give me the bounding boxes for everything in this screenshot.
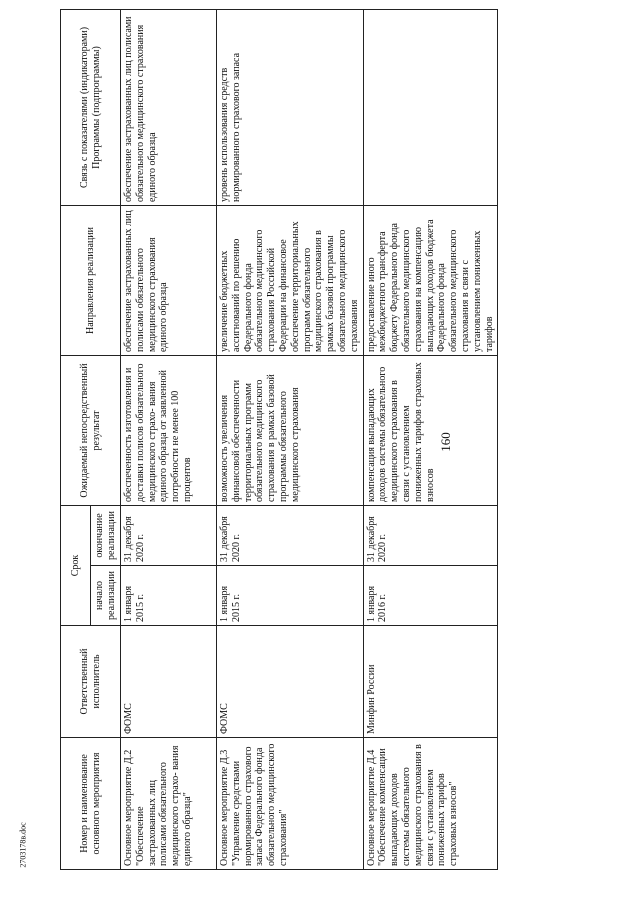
measures-table [60,9,498,870]
cell-name: Основное мероприятие Д.4 "Обеспечение компенсации выпадающих доходов системы обязательного медицинского страхования в связи с установлением пониженных тарифов страховых взносов" [363,738,498,870]
cell-link [363,10,498,206]
cell-end: 31 декабря 2020 г. [217,506,364,566]
cell-executor: Минфин России [363,626,498,738]
cell-result: возможность увеличения финансовой обеспеченности территориальных программ обязательного медицинского страхования в рамках базовой программы обязательного медицинского страхования [217,356,364,506]
header-result: Ожидаемый непосредственный результат [61,356,121,506]
cell-result: компенсация выпадающих доходов системы обязательного медицинского страхования в связи с установлением пониженных тарифов страховых взносов [363,356,498,506]
cell-executor: ФОМС [121,626,217,738]
table-row [217,10,364,870]
cell-start: 1 января 2015 г. [217,566,364,626]
cell-name: Основное мероприятие Д.2 "Обеспечение застрахованных лиц полисами обязательного медицинского страхо- вания единого образца" [121,738,217,870]
cell-directions: обеспечение застрахованных лиц полисами обязательного медицинского страхования единого образца [121,206,217,356]
header-num-name: Номер и наименование основного мероприятия [61,738,121,870]
cell-result: обеспеченность изготовления и доставки полисов обязательного медицинского страхо- вания единого образца от заявленной потребности не менее 100 процентов [121,356,217,506]
cell-start: 1 января 2015 г. [121,566,217,626]
cell-name: Основное мероприятие Д.3 "Управление средствами нормированного страхового запаса Федерального фонда обязательного медицинского страхования" [217,738,364,870]
cell-link: уровень использования средств нормированного страхового запаса [217,10,364,206]
cell-end: 31 декабря 2020 г. [121,506,217,566]
header-end: окончание реализации [91,506,121,566]
header-directions: Направления реализации [61,206,121,356]
header-link: Связь с показателями (индикаторами) Программы (подпрограммы) [61,10,121,206]
document-code: 2703178в.doc [18,822,28,868]
table-row [121,10,217,870]
cell-directions: увеличение бюджетных ассигнований по решению Федерального фонда обязательного медицинского страхования Российской Федерации на финансовое обеспечение территориальных программ обязательного медицинского страхования в рамках базовой программы обязательного медицинского страхования [217,206,364,356]
header-term: Срок [61,506,91,626]
cell-start: 1 января 2016 г. [363,566,498,626]
cell-directions: предоставление иного межбюджетного трансферта бюджету Федерального фонда обязательного медицинского страхования на компенсацию выпадающих доходов бюджета Федерального фонда обязательного медицинского страхования в связи с установлением пониженных тарифов [363,206,498,356]
page-number: 160 [438,432,453,452]
cell-end: 31 декабря 2020 г. [363,506,498,566]
cell-executor: ФОМС [217,626,364,738]
header-executor: Ответственный исполнитель [61,626,121,738]
table-row [363,10,498,870]
cell-link: обеспечение застрахованных лиц полисами обязательного медицинского страхования единого образца [121,10,217,206]
header-start: начало реализации [91,566,121,626]
